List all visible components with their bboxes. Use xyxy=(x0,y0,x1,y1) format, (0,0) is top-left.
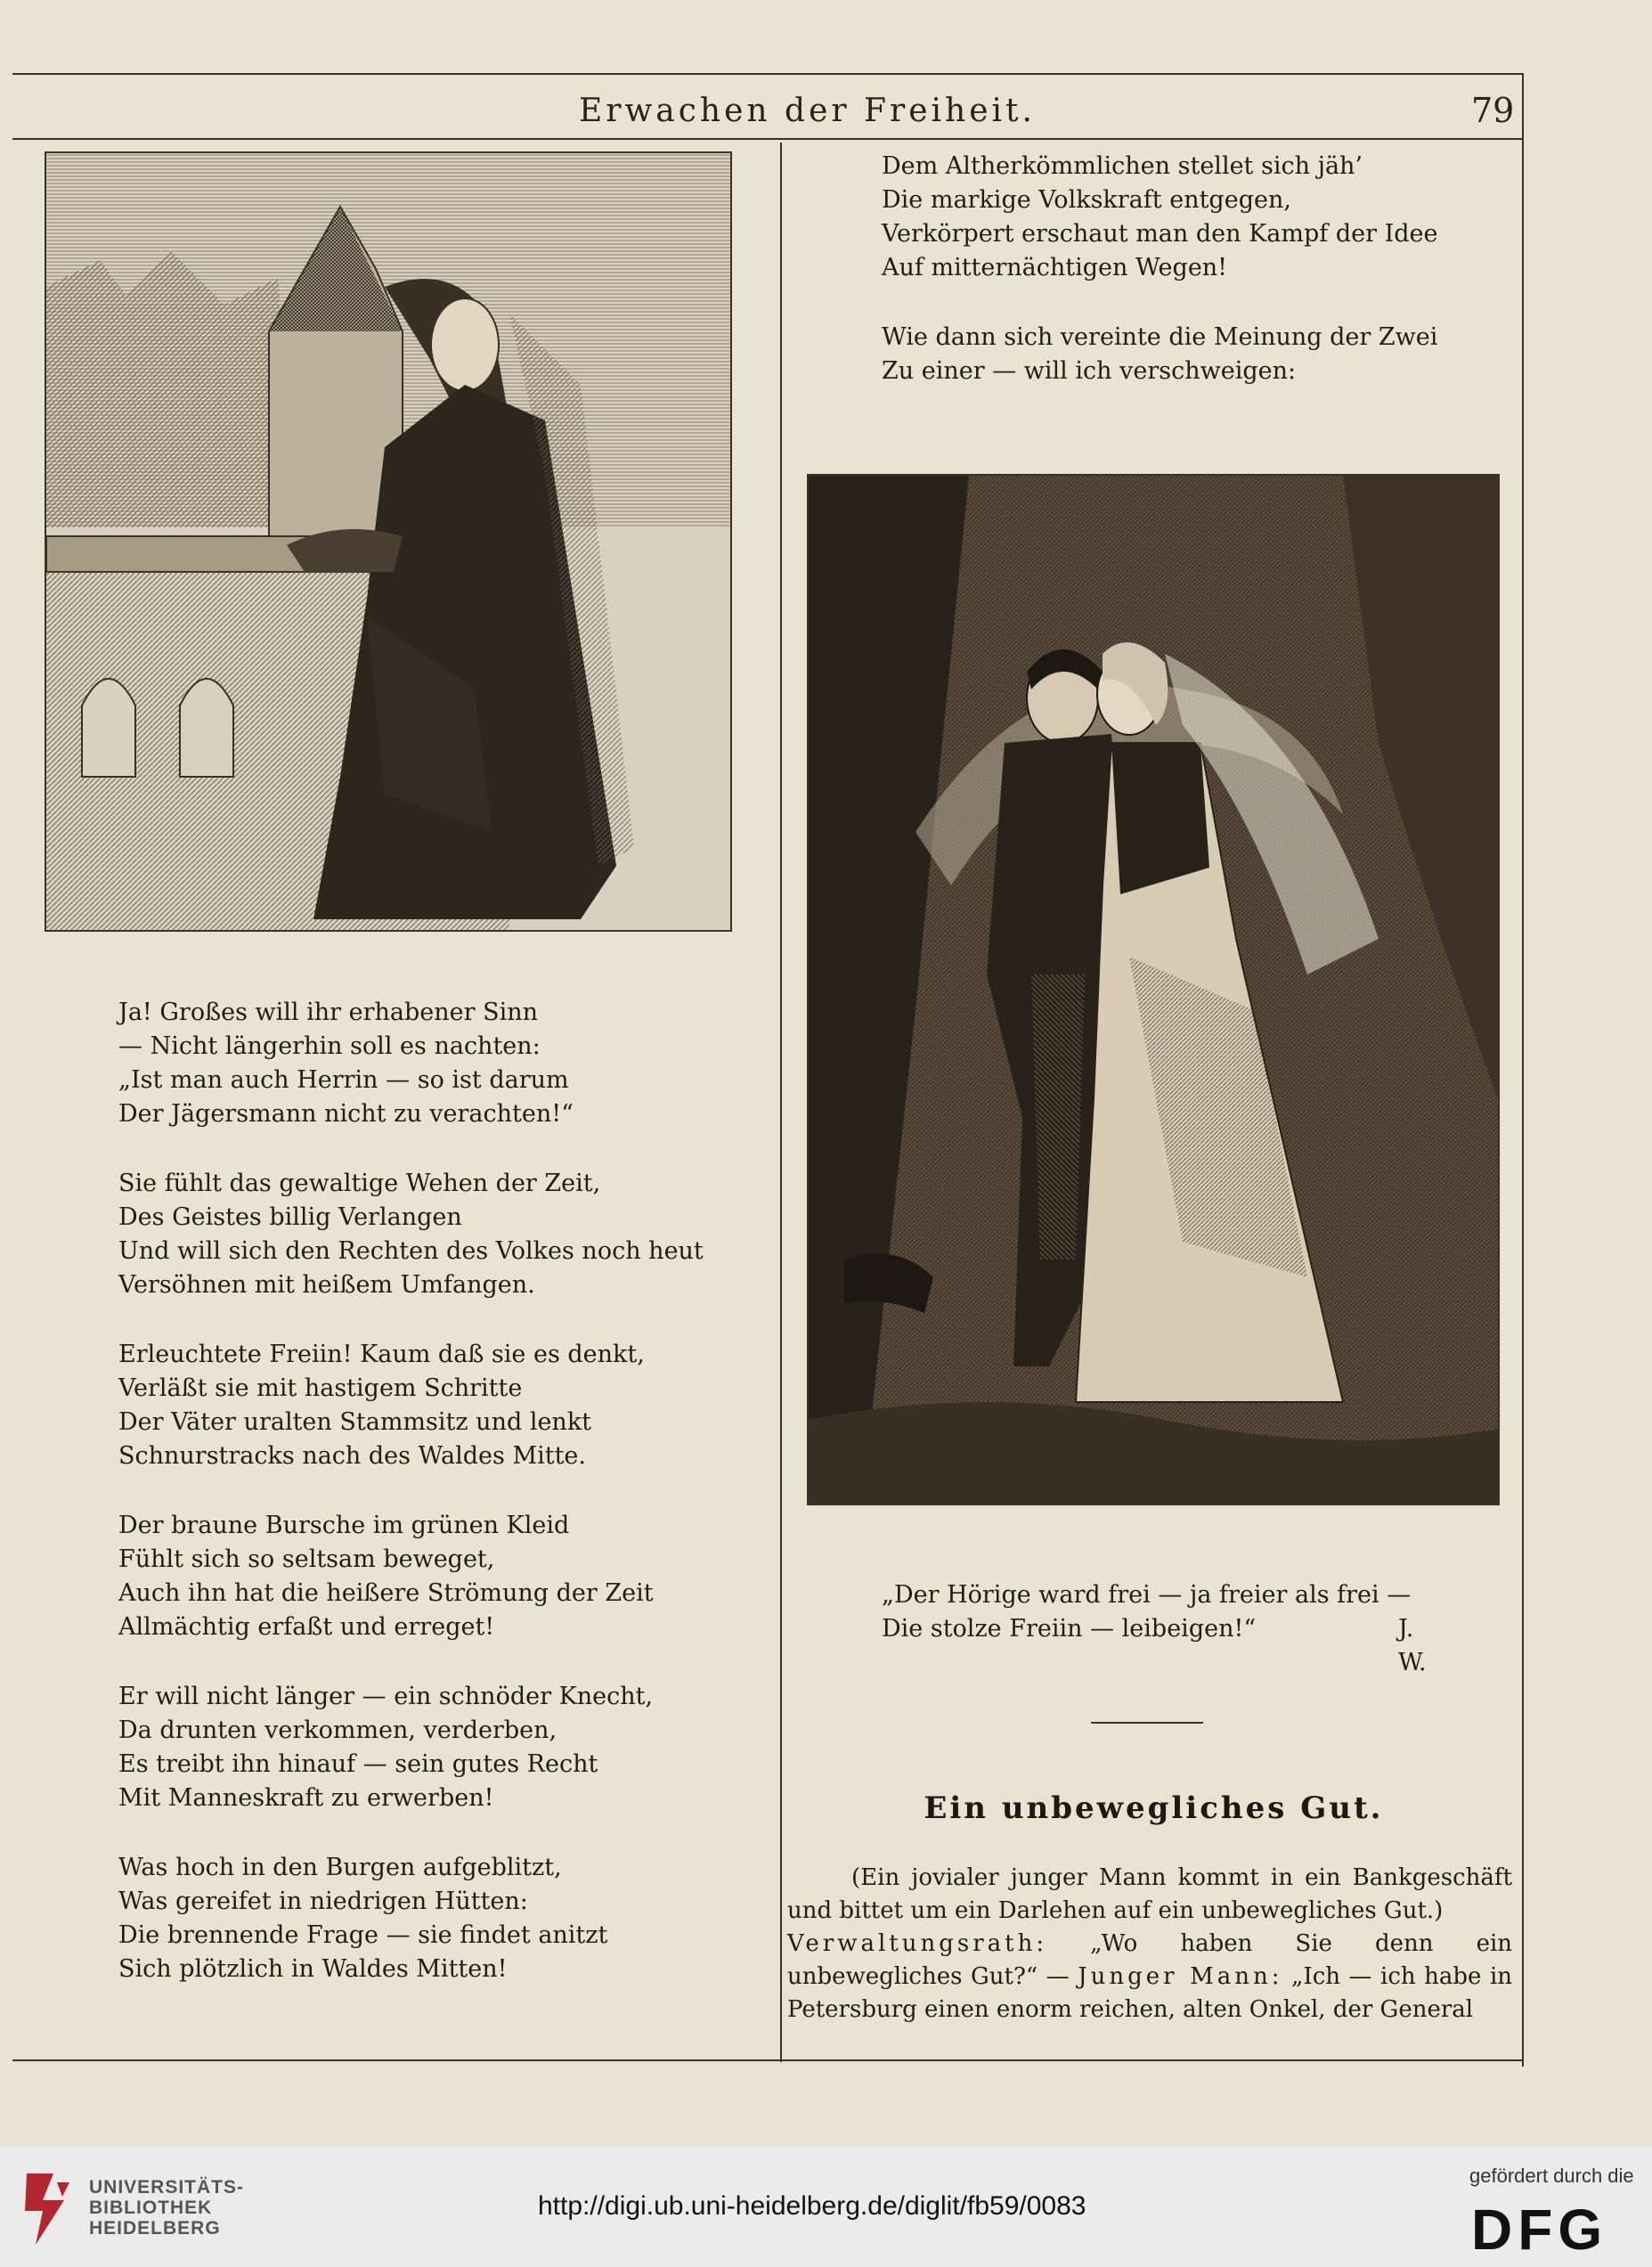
verse-line: Auf mitternächtigen Wegen! xyxy=(882,254,1228,281)
verse-line: Allmächtig erfaßt und erreget! xyxy=(118,1613,495,1641)
verse-line: Versöhnen mit heißem Umfangen. xyxy=(118,1271,535,1299)
verse-line: Er will nicht länger — ein schnöder Knecht, xyxy=(118,1683,654,1710)
verse-line: Verläßt sie mit hastigem Schritte xyxy=(118,1374,523,1402)
caption-line: Die stolze Freiin — leibeigen!“ xyxy=(882,1615,1257,1643)
verse-line: Verkörpert erschaut man den Kampf der Idee xyxy=(882,220,1438,248)
illustration-caption xyxy=(882,1578,1427,1676)
verse-line: Was gereifet in niedrigen Hütten: xyxy=(118,1888,528,1915)
page-number: 79 xyxy=(1471,91,1515,130)
verse-line: Des Geistes billig Verlangen xyxy=(118,1203,462,1231)
digitization-footer xyxy=(0,2147,1652,2267)
author-signature: J. W. xyxy=(1398,1615,1427,1676)
verse-line: Da drunten verkommen, verderben, xyxy=(118,1717,557,1744)
verse-line: Dem Altherkömmlichen stellet sich jäh’ xyxy=(882,152,1363,180)
stanza xyxy=(118,1509,704,1644)
bottom-rule xyxy=(12,2059,1524,2061)
verse-line: Der braune Bursche im grünen Kleid xyxy=(118,1512,570,1539)
permalink-url[interactable]: http://digi.ub.uni-heidelberg.de/diglit/fb59/0083 xyxy=(538,2191,1086,2221)
verse-line: Mit Manneskraft zu erwerben! xyxy=(118,1784,494,1812)
verse-line: Auch ihn hat die heißere Strömung der Zeit xyxy=(118,1579,654,1607)
illustration-lady-balcony xyxy=(45,151,732,932)
stanza xyxy=(882,321,1438,388)
stanza xyxy=(118,996,704,1131)
institution-line: UNIVERSITÄTS- xyxy=(89,2177,245,2198)
verse-line: Die brennende Frage — sie findet anitzt xyxy=(118,1921,608,1949)
verse-line: Der Jägersmann nicht zu verachten!“ xyxy=(118,1100,574,1128)
column-divider xyxy=(780,143,782,2062)
poem-left-column xyxy=(118,996,704,2022)
stanza xyxy=(118,1338,704,1473)
header-rule xyxy=(12,138,1524,140)
verse-line: — Nicht längerhin soll es nachten: xyxy=(118,1032,541,1060)
poem-right-column xyxy=(882,150,1438,424)
verse-line: Die markige Volkskraft entgegen, xyxy=(882,186,1291,214)
running-header xyxy=(0,89,1514,143)
stanza xyxy=(118,1680,704,1815)
speaker-label: Junger Mann: xyxy=(1078,1963,1283,1990)
illustration-couple-forest xyxy=(807,474,1500,1505)
section-title: Ein unbewegliches Gut. xyxy=(924,1790,1384,1826)
stanza xyxy=(882,150,1438,285)
funding-text: gefördert durch die xyxy=(1469,2165,1634,2187)
verse-line: Sie fühlt das gewaltige Wehen der Zeit, xyxy=(118,1170,601,1197)
verse-line: Es treibt ihn hinauf — sein gutes Recht xyxy=(118,1750,598,1778)
stanza xyxy=(118,1167,704,1302)
institution-name xyxy=(89,2177,244,2238)
university-library-logo xyxy=(18,2165,75,2250)
verse-line: Was hoch in den Burgen aufgeblitzt, xyxy=(118,1854,562,1881)
dialogue-line: „Ich — ich habe in Petersburg einen enorm reichen, alten Onkel, der General xyxy=(787,1963,1513,2023)
dfg-logo: DFG xyxy=(1471,2198,1608,2262)
institution-line: BIBLIOTHEK xyxy=(89,2198,213,2218)
verse-line: Fühlt sich so seltsam beweget, xyxy=(118,1545,495,1573)
verse-line: Der Väter uralten Stammsitz und lenkt xyxy=(118,1408,592,1436)
anecdote-text xyxy=(787,1862,1512,2026)
caption-line: „Der Hörige ward frei — ja freier als frei — xyxy=(882,1581,1412,1609)
verse-line: Zu einer — will ich verschweigen: xyxy=(882,357,1297,385)
verse-line: Und will sich den Rechten des Volkes noch heut xyxy=(118,1237,704,1265)
verse-line: Wie dann sich vereinte die Meinung der Zwei xyxy=(882,323,1438,351)
verse-line: Schnurstracks nach des Waldes Mitte. xyxy=(118,1442,586,1470)
dialogue-line: „Wo haben Sie denn ein unbewegliches Gut?“ — xyxy=(787,1930,1513,1990)
speaker-label: Verwaltungsrath: xyxy=(787,1930,1048,1957)
stanza xyxy=(118,1851,704,1986)
verse-line: Erleuchtete Freiin! Kaum daß sie es denkt, xyxy=(118,1341,645,1368)
section-separator xyxy=(1091,1722,1203,1724)
verse-line: Ja! Großes will ihr erhabener Sinn xyxy=(118,999,539,1026)
stage-direction: (Ein jovialer junger Mann kommt in ein Bankgeschäft und bittet um ein Darlehen auf ein unbewegliches Gut.) xyxy=(787,1864,1512,1924)
verse-line: Sich plötzlich in Waldes Mitten! xyxy=(118,1955,508,1983)
header-title: Erwachen der Freiheit. xyxy=(579,93,1036,129)
verse-line: „Ist man auch Herrin — so ist darum xyxy=(118,1066,569,1094)
institution-line: HEIDELBERG xyxy=(89,2218,221,2238)
